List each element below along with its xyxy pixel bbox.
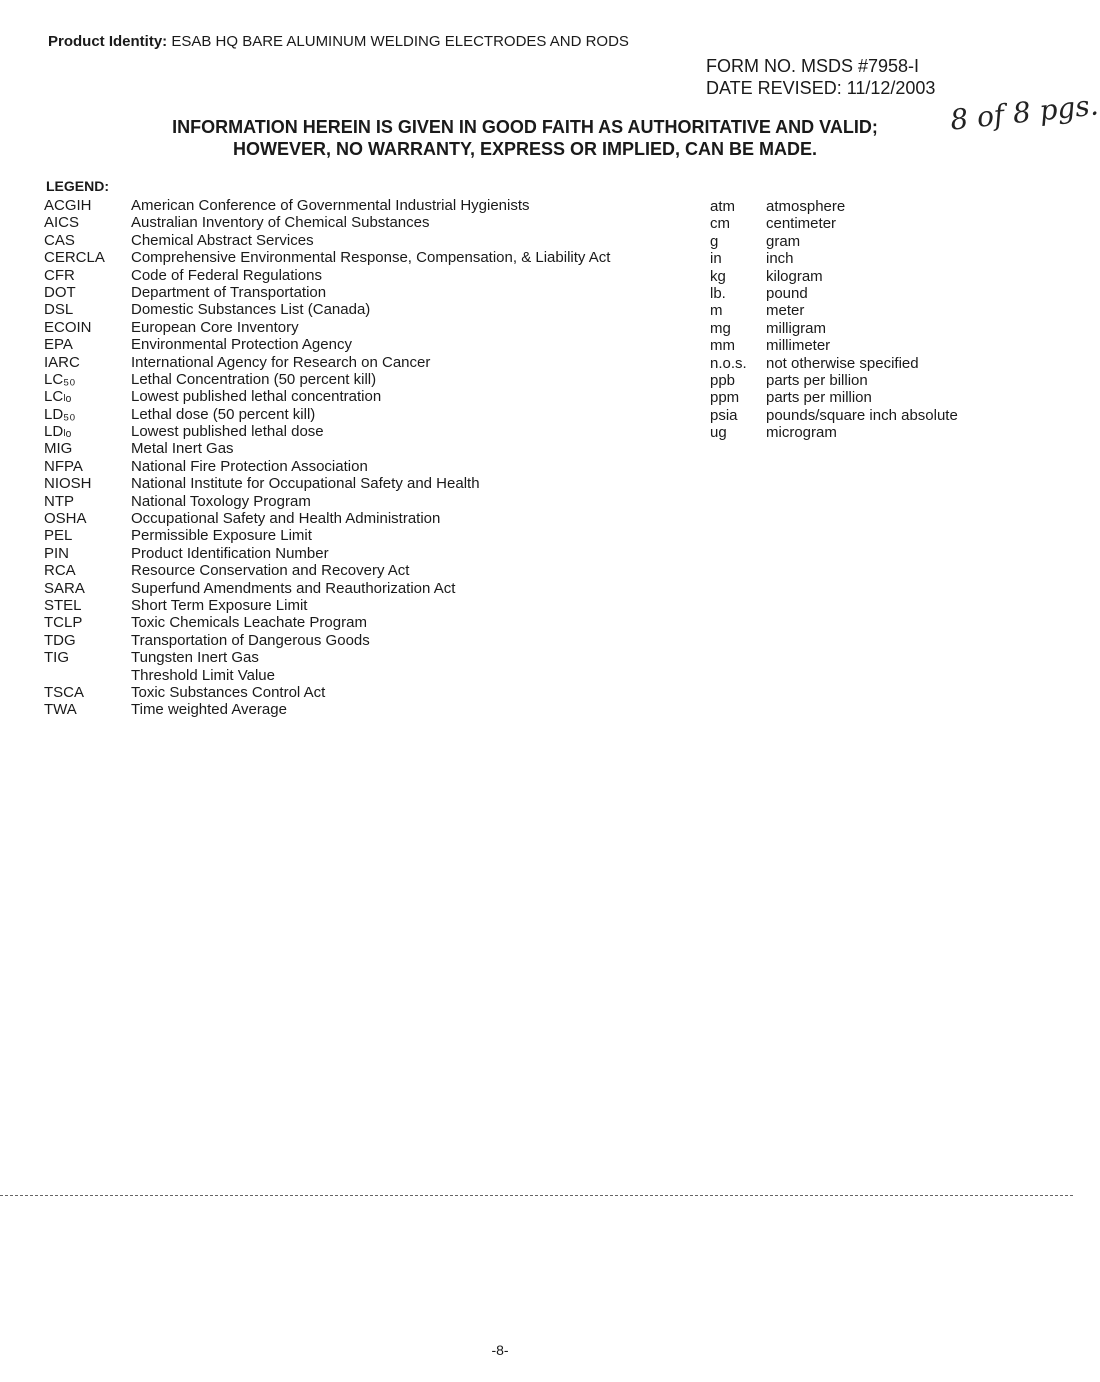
legend-abbreviation: LDₗₒ xyxy=(44,423,72,441)
legend-row xyxy=(710,320,1010,337)
legend-abbreviation: DOT xyxy=(44,283,76,301)
legend-definition: meter xyxy=(766,302,805,320)
disclaimer xyxy=(100,116,950,160)
disclaimer-line-2: HOWEVER, NO WARRANTY, EXPRESS OR IMPLIED, CAN BE MADE. xyxy=(232,139,818,159)
legend-abbreviation xyxy=(44,667,131,684)
legend-definition: kilogram xyxy=(766,267,823,285)
legend-abbreviation: psia xyxy=(710,406,738,424)
legend-abbreviation: DSL xyxy=(44,301,74,319)
legend-definition: inch xyxy=(766,250,794,268)
legend-row xyxy=(44,527,664,544)
legend-row xyxy=(710,355,1010,372)
legend-row xyxy=(44,406,664,423)
legend-abbreviation: PIN xyxy=(44,544,70,562)
legend-abbreviation: ACGIH xyxy=(44,197,92,214)
legend-definition: Lethal Concentration (50 percent kill) xyxy=(131,370,377,388)
legend-definition: Toxic Substances Control Act xyxy=(131,683,326,701)
legend-abbreviation: IARC xyxy=(44,353,80,371)
legend-row xyxy=(710,389,1010,406)
legend-row xyxy=(44,197,664,214)
legend-definition: microgram xyxy=(766,424,837,442)
legend-abbreviation: ECOIN xyxy=(44,318,92,336)
legend-definition: Toxic Chemicals Leachate Program xyxy=(131,614,367,632)
legend-row xyxy=(44,632,664,649)
product-identity xyxy=(48,33,629,50)
legend-abbreviation: mm xyxy=(710,337,735,355)
legend-row xyxy=(44,493,664,510)
legend-abbreviation: TSCA xyxy=(44,683,85,701)
legend-row xyxy=(710,424,1010,441)
legend-abbreviation: PEL xyxy=(44,527,73,545)
legend-row xyxy=(44,249,664,266)
legend-row xyxy=(710,302,1010,319)
legend-definition: Resource Conservation and Recovery Act xyxy=(131,562,410,580)
legend-abbreviation: NTP xyxy=(44,492,74,510)
date-revised: DATE REVISED: 11/12/2003 xyxy=(706,78,936,98)
legend-definition: Comprehensive Environmental Response, Compensation, & Liability Act xyxy=(131,249,611,267)
legend-abbreviation: NIOSH xyxy=(44,475,92,493)
disclaimer-line-1: INFORMATION HEREIN IS GIVEN IN GOOD FAITH AS AUTHORITATIVE AND VALID; xyxy=(172,117,878,137)
legend-definition: National Institute for Occupational Safety and Health xyxy=(131,475,480,493)
legend-definition: National Toxology Program xyxy=(131,492,311,510)
legend-definition: pounds/square inch absolute xyxy=(766,406,958,424)
legend-definition: Australian Inventory of Chemical Substances xyxy=(131,214,430,232)
legend-definition: Environmental Protection Agency xyxy=(131,336,352,354)
legend-row xyxy=(44,284,664,301)
legend-row xyxy=(710,268,1010,285)
legend-definition: Time weighted Average xyxy=(131,701,287,719)
legend-definition: Short Term Exposure Limit xyxy=(131,596,308,614)
legend-row xyxy=(44,354,664,371)
legend-right-column xyxy=(710,198,1010,441)
page-number: -8- xyxy=(491,1342,509,1358)
legend-row xyxy=(44,667,664,684)
legend-definition: Permissible Exposure Limit xyxy=(131,527,312,545)
legend-row xyxy=(44,232,664,249)
legend-definition: Department of Transportation xyxy=(131,283,327,301)
legend-definition: gram xyxy=(766,232,801,250)
legend-row xyxy=(44,614,664,631)
legend-definition: atmosphere xyxy=(766,198,846,215)
legend-abbreviation: g xyxy=(710,232,719,250)
legend-row xyxy=(44,301,664,318)
legend-row xyxy=(44,562,664,579)
legend-abbreviation: atm xyxy=(710,198,736,215)
legend-abbreviation: RCA xyxy=(44,562,76,580)
legend-row xyxy=(44,580,664,597)
legend-abbreviation: ppb xyxy=(710,371,736,389)
legend-abbreviation: ppm xyxy=(710,389,740,407)
legend-abbreviation: STEL xyxy=(44,596,82,614)
legend-row xyxy=(44,649,664,666)
legend-abbreviation: SARA xyxy=(44,579,85,597)
legend-abbreviation: LC₅₀ xyxy=(44,370,76,388)
legend-row xyxy=(44,597,664,614)
legend-row xyxy=(44,319,664,336)
legend-definition: Lowest published lethal concentration xyxy=(131,388,382,406)
legend-row xyxy=(44,684,664,701)
legend-definition: Transportation of Dangerous Goods xyxy=(131,631,370,649)
handwritten-page-note: 8 of 8 pgs. xyxy=(948,88,1100,137)
legend-abbreviation: LD₅₀ xyxy=(44,405,76,423)
legend-abbreviation: cm xyxy=(710,215,730,233)
legend-row xyxy=(44,475,664,492)
legend-definition: Threshold Limit Value xyxy=(131,666,275,684)
legend-abbreviation: TDG xyxy=(44,631,76,649)
legend-row xyxy=(710,337,1010,354)
legend-definition: International Agency for Research on Cancer xyxy=(131,353,431,371)
legend-definition: millimeter xyxy=(766,337,831,355)
legend-row xyxy=(710,407,1010,424)
legend-abbreviation: ug xyxy=(710,424,727,442)
legend-row xyxy=(44,545,664,562)
legend-row xyxy=(44,423,664,440)
legend-row xyxy=(44,440,664,457)
legend-definition: Product Identification Number xyxy=(131,544,329,562)
legend-row xyxy=(44,214,664,231)
legend-definition: Occupational Safety and Health Administration xyxy=(131,510,441,528)
legend-definition: Tungsten Inert Gas xyxy=(131,649,259,667)
legend-definition: American Conference of Governmental Industrial Hygienists xyxy=(131,197,530,214)
legend-row xyxy=(44,510,664,527)
legend-abbreviation: mg xyxy=(710,319,731,337)
legend-abbreviation: TWA xyxy=(44,701,77,719)
legend-row xyxy=(710,198,1010,215)
legend-abbreviation: OSHA xyxy=(44,510,87,528)
legend-definition: Metal Inert Gas xyxy=(131,440,234,458)
legend-definition: Lethal dose (50 percent kill) xyxy=(131,405,316,423)
legend-abbreviation: TIG xyxy=(44,649,69,667)
legend-definition: milligram xyxy=(766,319,826,337)
legend-definition: Superfund Amendments and Reauthorization Act xyxy=(131,579,456,597)
legend-definition: parts per million xyxy=(766,389,872,407)
product-identity-label: Product Identity: xyxy=(48,33,168,50)
legend-abbreviation: MIG xyxy=(44,440,73,458)
legend-abbreviation: lb. xyxy=(710,284,726,302)
legend-row xyxy=(44,267,664,284)
product-identity-value: ESAB HQ BARE ALUMINUM WELDING ELECTRODES AND RODS xyxy=(171,33,629,50)
legend-row xyxy=(44,701,664,718)
legend-abbreviation: LCₗₒ xyxy=(44,388,72,406)
legend-definition: Domestic Substances List (Canada) xyxy=(131,301,371,319)
legend-left-column xyxy=(44,197,664,719)
legend-definition: centimeter xyxy=(766,215,837,233)
legend-abbreviation: CERCLA xyxy=(44,249,105,267)
form-number: FORM NO. MSDS #7958-I xyxy=(706,56,920,76)
legend-row xyxy=(710,372,1010,389)
legend-abbreviation: NFPA xyxy=(44,457,83,475)
legend-definition: Code of Federal Regulations xyxy=(131,266,322,284)
legend-abbreviation: n.o.s. xyxy=(710,354,747,372)
legend-definition: pound xyxy=(766,284,808,302)
page-divider xyxy=(0,1195,1073,1196)
legend-definition: Chemical Abstract Services xyxy=(131,231,314,249)
legend-row xyxy=(710,215,1010,232)
legend-abbreviation: EPA xyxy=(44,336,73,354)
legend-abbreviation: CFR xyxy=(44,266,75,284)
legend-definition: parts per billion xyxy=(766,371,868,389)
legend-row xyxy=(44,458,664,475)
legend-row xyxy=(44,371,664,388)
legend-abbreviation: in xyxy=(710,250,722,268)
legend-definition: Lowest published lethal dose xyxy=(131,423,324,441)
legend-definition: National Fire Protection Association xyxy=(131,457,368,475)
legend-abbreviation: m xyxy=(710,302,723,320)
legend-abbreviation: AICS xyxy=(44,214,80,232)
legend-abbreviation: CAS xyxy=(44,231,75,249)
legend-title: LEGEND: xyxy=(46,178,109,194)
legend-definition: European Core Inventory xyxy=(131,318,299,336)
legend-abbreviation: kg xyxy=(710,267,726,285)
legend-abbreviation: TCLP xyxy=(44,614,83,632)
legend-definition: not otherwise specified xyxy=(766,354,919,372)
legend-row xyxy=(710,285,1010,302)
legend-row xyxy=(44,336,664,353)
legend-row xyxy=(710,250,1010,267)
legend-row xyxy=(710,233,1010,250)
legend-row xyxy=(44,388,664,405)
form-info xyxy=(706,55,935,99)
